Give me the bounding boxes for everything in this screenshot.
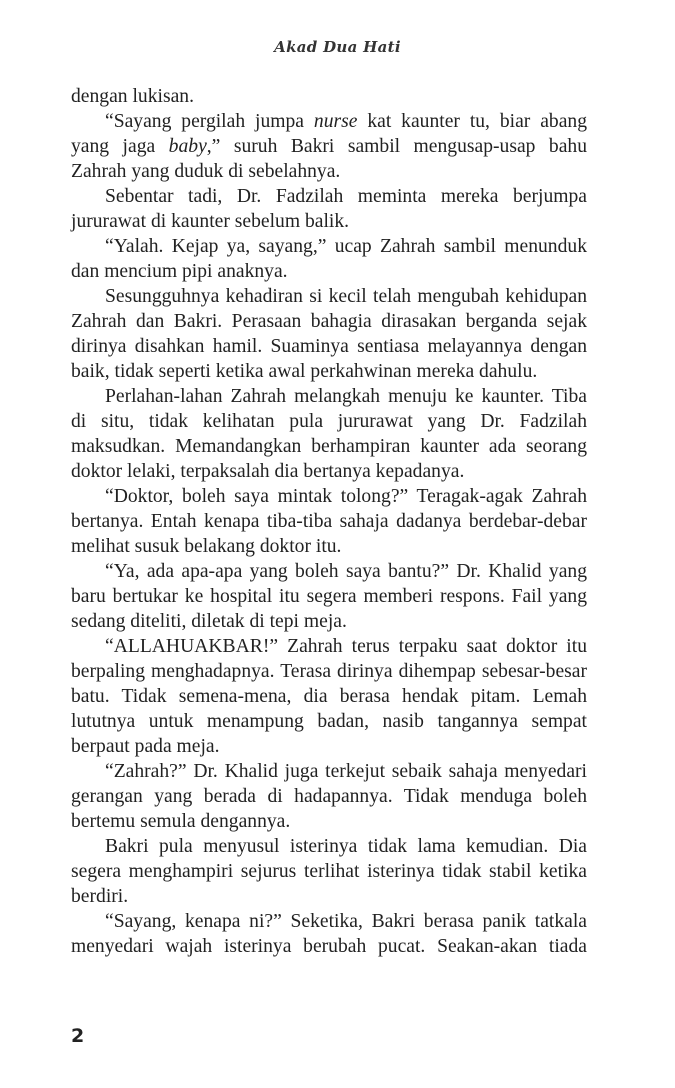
text-run: “Doktor, boleh saya mintak tolong?” Teragak-agak Zahrah bertanya. Entah kenapa tiba-tiba sahaja dadanya berdebar-debar melihat susuk belakang doktor itu. [71,486,587,557]
text-run: dengan lukisan. [71,86,194,107]
running-header: Akad Dua Hati [274,38,401,56]
text-run: Bakri pula menyusul isterinya tidak lama kemudian. Dia segera menghampiri sejurus terlihat isterinya tidak stabil ketika berdiri. [71,836,587,907]
paragraph [71,234,587,284]
paragraph [71,759,587,834]
paragraph [71,84,587,109]
paragraph [71,384,587,484]
text-run: “Ya, ada apa-apa yang boleh saya bantu?” Dr. Khalid yang baru bertukar ke hospital itu segera memberi respons. Fail yang sedang diteliti, diletak di tepi meja. [71,561,587,632]
text-run: “ALLAHUAKBAR!” Zahrah terus terpaku saat doktor itu berpaling menghadapnya. Terasa dirinya dihempap sebesar-besar batu. Tidak semena-mena, dia berasa hendak pitam. Lemah lututnya untuk menampung badan, nasib tangannya sempat berpaut pada meja. [71,636,587,757]
text-run: “Yalah. Kejap ya, sayang,” ucap Zahrah sambil menunduk dan mencium pipi anaknya. [71,236,587,282]
text-run: kat kaunter tu, biar abang yang jaga [71,111,587,157]
paragraph [71,909,587,959]
italic-text: baby [168,136,207,157]
text-run: Perlahan-lahan Zahrah melangkah menuju ke kaunter. Tiba di situ, tidak kelihatan pula jururawat yang Dr. Fadzilah maksudkan. Memandangkan berhampiran kaunter ada seorang doktor lelaki, terpaksalah dia bertanya kepadanya. [71,386,587,482]
paragraph [71,109,587,184]
body-text [71,84,587,959]
text-run: “Sayang, kenapa ni?” Seketika, Bakri berasa panik tatkala menyedari wajah isterinya berubah pucat. Seakan-akan tiada [71,911,587,957]
text-run: ,” suruh Bakri sambil mengusap-usap bahu Zahrah yang duduk di sebelahnya. [71,136,587,182]
italic-text: nurse [313,111,358,132]
page-number: 2 [71,1025,85,1047]
paragraph [71,484,587,559]
paragraph [71,634,587,759]
paragraph [71,834,587,909]
paragraph [71,184,587,234]
text-run: “Zahrah?” Dr. Khalid juga terkejut sebaik sahaja menyedari gerangan yang berada di hadapannya. Tidak menduga boleh bertemu semula dengannya. [71,761,587,832]
text-run: Sebentar tadi, Dr. Fadzilah meminta mereka berjumpa jururawat di kaunter sebelum balik. [71,186,587,232]
paragraph [71,284,587,384]
text-run: Sesungguhnya kehadiran si kecil telah mengubah kehidupan Zahrah dan Bakri. Perasaan bahagia dirasakan berganda sejak dirinya disahkan hamil. Suaminya sentiasa melayannya dengan baik, tidak seperti ketika awal perkahwinan mereka dahulu. [71,286,587,382]
text-run: “Sayang pergilah jumpa [105,111,314,132]
paragraph [71,559,587,634]
